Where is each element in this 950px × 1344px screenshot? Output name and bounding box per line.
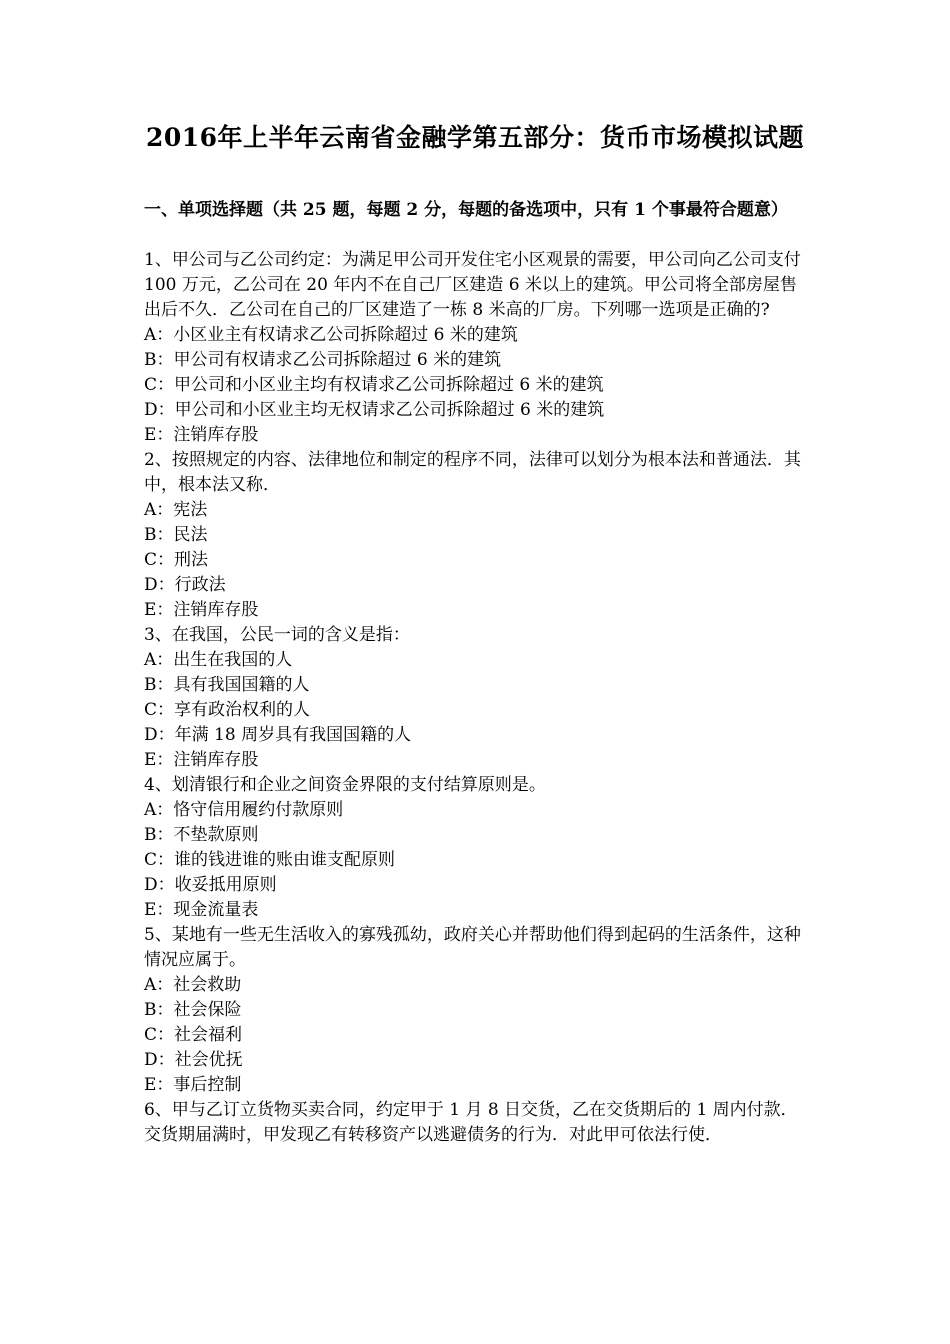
option-c: C：享有政治权利的人 <box>144 700 311 720</box>
option-e: E：注销库存股 <box>144 425 259 445</box>
option-e: E：事后控制 <box>144 1075 242 1095</box>
option-a: A：出生在我国的人 <box>144 650 293 670</box>
option-b: B：甲公司有权请求乙公司拆除超过 6 米的建筑 <box>144 350 502 370</box>
question <box>144 248 810 448</box>
option-c: C：谁的钱进谁的账由谁支配原则 <box>144 850 396 870</box>
section-heading: 一、单项选择题（共 25 题，每题 2 分，每题的备选项中，只有 1 个事最符合题意） <box>144 200 788 220</box>
option-b: B：不垫款原则 <box>144 825 259 845</box>
question-stem: 3、在我国，公民一词的含义是指： <box>144 625 410 645</box>
question <box>144 623 810 773</box>
question-stem: 5、某地有一些无生活收入的寡残孤幼，政府关心并帮助他们得到起码的生活条件，这种情况应属于。 <box>144 925 801 970</box>
question-stem: 6、甲与乙订立货物买卖合同，约定甲于 1 月 8 日交货，乙在交货期后的 1 周内付款．交货期届满时，甲发现乙有转移资产以逃避债务的行为．对此甲可依法行使． <box>144 1100 798 1145</box>
option-d: D：社会优抚 <box>144 1050 243 1070</box>
option-c: C：刑法 <box>144 550 209 570</box>
option-c: C：社会福利 <box>144 1025 243 1045</box>
option-d: D：甲公司和小区业主均无权请求乙公司拆除超过 6 米的建筑 <box>144 400 605 420</box>
option-a: A：恪守信用履约付款原则 <box>144 800 344 820</box>
option-d: D：收妥抵用原则 <box>144 875 277 895</box>
option-d: D：年满 18 周岁具有我国国籍的人 <box>144 725 412 745</box>
option-e: E：现金流量表 <box>144 900 259 920</box>
question-stem: 4、划清银行和企业之间资金界限的支付结算原则是。 <box>144 775 546 795</box>
option-a: A：宪法 <box>144 500 208 520</box>
option-e: E：注销库存股 <box>144 750 259 770</box>
question-list <box>144 248 810 1148</box>
option-e: E：注销库存股 <box>144 600 259 620</box>
question-stem: 2、按照规定的内容、法律地位和制定的程序不同，法律可以划分为根本法和普通法．其中，根本法又称． <box>144 450 801 495</box>
option-a: A：小区业主有权请求乙公司拆除超过 6 米的建筑 <box>144 325 518 345</box>
question <box>144 1098 810 1148</box>
option-a: A：社会救助 <box>144 975 242 995</box>
question <box>144 448 810 623</box>
document-title: 2016年上半年云南省金融学第五部分：货币市场模拟试题 <box>145 123 805 152</box>
option-d: D：行政法 <box>144 575 226 595</box>
question <box>144 773 810 923</box>
question <box>144 923 810 1098</box>
option-c: C：甲公司和小区业主均有权请求乙公司拆除超过 6 米的建筑 <box>144 375 604 395</box>
option-b: B：民法 <box>144 525 208 545</box>
question-stem: 1、甲公司与乙公司约定：为满足甲公司开发住宅小区观景的需要，甲公司向乙公司支付 100 万元，乙公司在 20 年内不在自己厂区建造 6 米以上的建筑。甲公司将全部房屋售出后不久．乙公司在自己的厂区建造了一栋 8 米高的厂房。下列哪一选项是正确的? <box>144 250 801 320</box>
option-b: B：社会保险 <box>144 1000 242 1020</box>
option-b: B：具有我国国籍的人 <box>144 675 310 695</box>
